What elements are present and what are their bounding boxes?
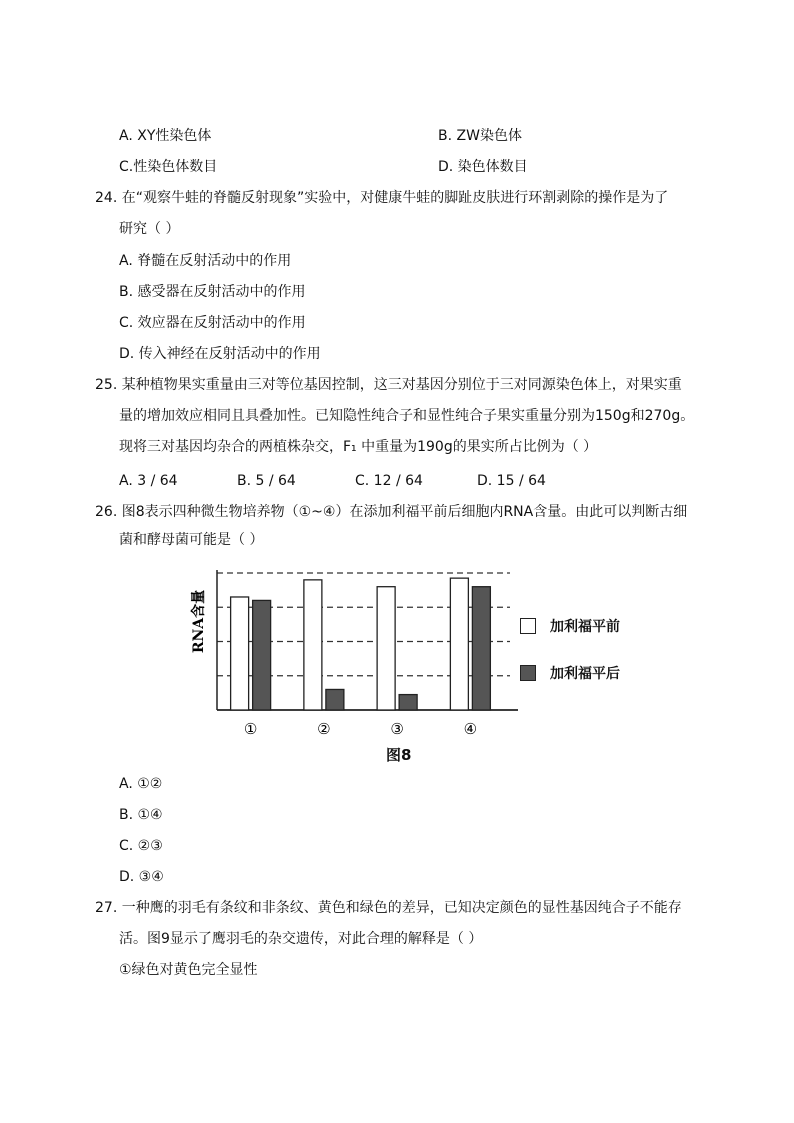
legend-item-after xyxy=(520,663,620,683)
bar-before xyxy=(304,580,322,710)
q24-option-d: D. 传入神经在反射活动中的作用 xyxy=(119,346,321,362)
bar-after xyxy=(399,695,417,710)
q23-option-c: C.性染色体数目 xyxy=(119,159,218,175)
legend-item-before xyxy=(520,616,620,636)
q27-stem-line-1: 27. 一种鹰的羽毛有条纹和非条纹、黄色和绿色的差异，已知决定颜色的显性基因纯合子不能存 xyxy=(95,900,682,916)
legend-label-after: 加利福平后 xyxy=(550,666,620,682)
x-tick-label: ① xyxy=(243,720,258,738)
figure-caption: 图8 xyxy=(386,746,412,764)
legend-swatch-after xyxy=(520,665,536,681)
bar-before xyxy=(377,587,395,710)
bar-after xyxy=(326,689,344,710)
q26-stem-line-1: 26. 图8表示四种微生物培养物（①~④）在添加利福平前后细胞内RNA含量。由此可以判断古细 xyxy=(95,504,688,520)
bar-before xyxy=(231,597,249,710)
q27-stem-line-2: 活。图9显示了鹰羽毛的杂交遗传，对此合理的解释是（ ） xyxy=(119,931,483,947)
q25-option-b: B. 5 / 64 xyxy=(237,473,296,489)
x-tick-label: ② xyxy=(317,720,331,738)
legend-swatch-before xyxy=(520,618,536,634)
q24-option-c: C. 效应器在反射活动中的作用 xyxy=(119,315,306,331)
q26-option-b: B. ①④ xyxy=(119,807,163,823)
q26-stem-line-2: 菌和酵母菌可能是（ ） xyxy=(119,532,264,548)
q24-stem-line-2: 研究（ ） xyxy=(119,221,180,237)
q25-option-c: C. 12 / 64 xyxy=(355,473,423,489)
q25-stem-line-2: 量的增加效应相同且具叠加性。已知隐性纯合子和显性纯合子果实重量分别为150g和270g。 xyxy=(119,408,695,424)
q25-stem-line-3: 现将三对基因均杂合的两植株杂交，F₁ 中重量为190g的果实所占比例为（ ） xyxy=(119,439,598,455)
legend-label-before: 加利福平前 xyxy=(550,619,620,635)
q25-option-d: D. 15 / 64 xyxy=(477,473,546,489)
q27-item-1: ①绿色对黄色完全显性 xyxy=(119,962,258,978)
q26-option-c: C. ②③ xyxy=(119,838,163,854)
bar-after xyxy=(472,587,490,710)
q25-option-a: A. 3 / 64 xyxy=(119,473,178,489)
q26-option-d: D. ③④ xyxy=(119,869,164,885)
q26-option-a: A. ①② xyxy=(119,776,163,792)
q23-option-d: D. 染色体数目 xyxy=(438,159,528,175)
x-tick-label: ③ xyxy=(390,720,404,738)
bar-after xyxy=(253,600,271,710)
y-axis-label: RNA含量 xyxy=(191,589,207,654)
x-tick-label: ④ xyxy=(463,720,478,738)
q24-stem-line-1: 24. 在“观察牛蛙的脊髓反射现象”实验中，对健康牛蛙的脚趾皮肤进行环割剥除的操作是为了 xyxy=(95,190,669,206)
q23-option-b: B. ZW染色体 xyxy=(438,128,522,144)
q24-option-b: B. 感受器在反射活动中的作用 xyxy=(119,284,306,300)
chart-plot-area xyxy=(190,560,520,740)
q24-option-a: A. 脊髓在反射活动中的作用 xyxy=(119,253,292,269)
q23-option-a: A. XY性染色体 xyxy=(119,128,212,144)
q25-stem-line-1: 25. 某种植物果实重量由三对等位基因控制，这三对基因分别位于三对同源染色体上，对果实重 xyxy=(95,377,682,393)
figure-8-chart xyxy=(190,560,660,770)
bar-before xyxy=(450,578,468,710)
